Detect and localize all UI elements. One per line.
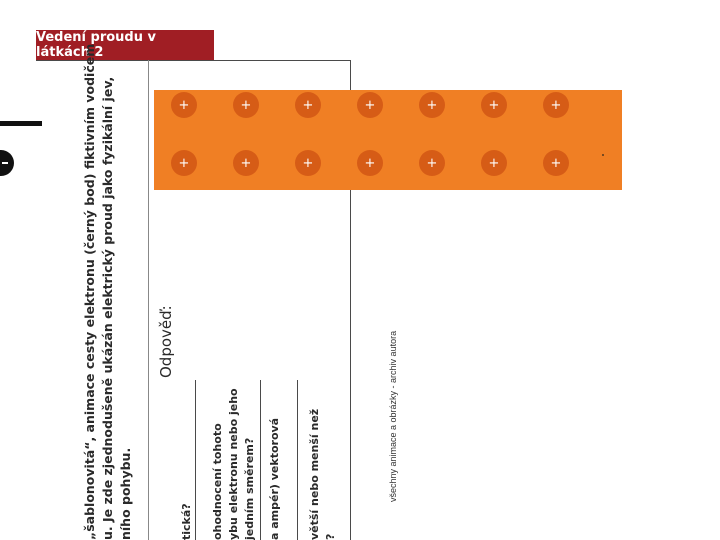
proton-plus-icon: + [233, 92, 259, 118]
proton-plus-icon: + [171, 150, 197, 176]
conductor-edge-marker [0, 121, 42, 126]
question-1: tická? [180, 503, 193, 540]
proton-plus-icon: + [419, 150, 445, 176]
image-credit: všechny animace a obrázky - archiv autora [388, 330, 398, 502]
proton-plus-icon: + [357, 92, 383, 118]
proton-plus-icon: + [171, 92, 197, 118]
proton-plus-icon: + [543, 92, 569, 118]
description-line: u. Je zde zjednodušeně ukázán elektrický proud jako fyzikální jev, [100, 76, 115, 540]
proton-plus-icon: + [419, 92, 445, 118]
description-line: „šablonovitá“, animace cesty elektronu (černý bod) fiktivním vodičem [82, 43, 97, 540]
question-4-line: větší nebo menší než [308, 408, 321, 540]
question-2-line: ohodnocení tohoto [211, 423, 224, 540]
proton-plus-icon: + [481, 92, 507, 118]
proton-plus-icon: + [295, 150, 321, 176]
question-divider [297, 380, 298, 540]
animation-speck [602, 154, 604, 156]
question-2-line: ybu elektronu nebo jeho [227, 388, 240, 540]
question-divider [195, 380, 196, 540]
answer-column-line [148, 60, 149, 540]
proton-plus-icon: + [295, 92, 321, 118]
proton-plus-icon: + [357, 150, 383, 176]
question-2-line: jedním směrem? [243, 437, 256, 540]
proton-plus-icon: + [481, 150, 507, 176]
question-3: a ampér) vektorová [268, 417, 281, 540]
question-divider [260, 380, 261, 540]
proton-plus-icon: + [233, 150, 259, 176]
description-line: ního pohybu. [118, 447, 133, 540]
slide-title: Vedení proudu v látkách 2 [36, 30, 214, 60]
proton-plus-icon: + [543, 150, 569, 176]
answer-label: Odpověď: [157, 305, 175, 378]
question-4-line: ? [324, 533, 337, 540]
electron-dot [0, 150, 14, 176]
